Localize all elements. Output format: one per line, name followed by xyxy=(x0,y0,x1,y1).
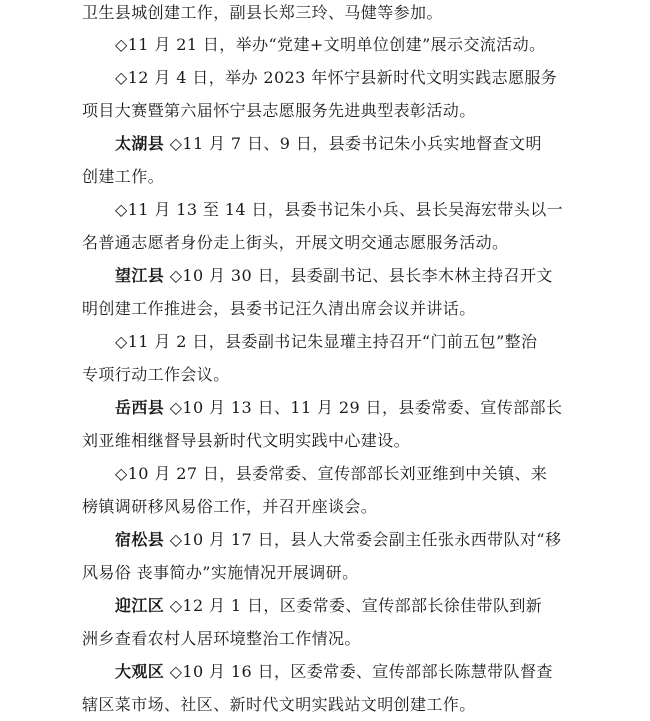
text-line xyxy=(82,226,578,259)
county-name: 宿松县 xyxy=(115,530,165,549)
line-text: 明创建工作推进会，县委书记汪久清出席会议并讲话。 xyxy=(82,299,476,318)
text-line xyxy=(82,688,578,721)
text-line xyxy=(82,490,578,523)
line-text: ◇10 月 27 日，县委常委、宣传部部长刘亚维到中关镇、来 xyxy=(115,464,548,483)
line-text: ◇10 月 13 日、11 月 29 日，县委常委、宣传部部长 xyxy=(164,398,563,417)
text-line xyxy=(82,292,578,325)
text-line xyxy=(82,391,578,424)
text-line xyxy=(82,358,578,391)
line-text: ◇11 月 13 至 14 日，县委书记朱小兵、县长吴海宏带头以一 xyxy=(115,200,564,219)
line-text: 专项行动工作会议。 xyxy=(82,365,230,384)
text-line xyxy=(82,457,578,490)
line-text: ◇10 月 16 日，区委常委、宣传部部长陈慧带队督查 xyxy=(164,662,553,681)
text-line xyxy=(82,325,578,358)
line-text: 刘亚维相继督导县新时代文明实践中心建设。 xyxy=(82,431,411,450)
line-text: ◇10 月 30 日，县委副书记、县长李木林主持召开文 xyxy=(164,266,553,285)
line-text: ◇11 月 21 日，举办“党建+文明单位创建”展示交流活动。 xyxy=(115,35,546,54)
line-text: ◇10 月 17 日，县人大常委会副主任张永西带队对“移 xyxy=(164,530,562,549)
text-line xyxy=(82,523,578,556)
text-line xyxy=(82,0,578,28)
text-line xyxy=(82,259,578,292)
text-line xyxy=(82,622,578,655)
line-text: ◇11 月 7 日、9 日，县委书记朱小兵实地督查文明 xyxy=(164,134,542,153)
line-text: 创建工作。 xyxy=(82,167,165,186)
line-text: 辖区菜市场、社区、新时代文明实践站文明创建工作。 xyxy=(82,695,476,714)
line-text: 榜镇调研移风易俗工作，并召开座谈会。 xyxy=(82,497,378,516)
text-line xyxy=(82,193,578,226)
text-line xyxy=(82,589,578,622)
text-line xyxy=(82,655,578,688)
text-line xyxy=(82,556,578,589)
line-text: 洲乡查看农村人居环境整治工作情况。 xyxy=(82,629,361,648)
document-body xyxy=(82,0,578,721)
line-text: 风易俗 丧事简办”实施情况开展调研。 xyxy=(82,563,359,582)
line-text: 项目大赛暨第六届怀宁县志愿服务先进典型表彰活动。 xyxy=(82,101,476,120)
county-name: 大观区 xyxy=(115,662,165,681)
text-line xyxy=(82,28,578,61)
county-name: 望江县 xyxy=(115,266,165,285)
line-text: ◇12 月 4 日，举办 2023 年怀宁县新时代文明实践志愿服务 xyxy=(115,68,558,87)
text-line xyxy=(82,127,578,160)
line-text: ◇11 月 2 日，县委副书记朱显瓘主持召开“门前五包”整治 xyxy=(115,332,538,351)
county-name: 迎江区 xyxy=(115,596,165,615)
line-text: 名普通志愿者身份走上街头，开展文明交通志愿服务活动。 xyxy=(82,233,509,252)
county-name: 太湖县 xyxy=(115,134,165,153)
line-text: ◇12 月 1 日，区委常委、宣传部部长徐佳带队到新 xyxy=(164,596,543,615)
county-name: 岳西县 xyxy=(115,398,165,417)
text-line xyxy=(82,94,578,127)
text-line xyxy=(82,61,578,94)
text-line xyxy=(82,424,578,457)
text-line xyxy=(82,160,578,193)
line-text: 卫生县城创建工作，副县长郑三玲、马健等参加。 xyxy=(82,3,443,22)
